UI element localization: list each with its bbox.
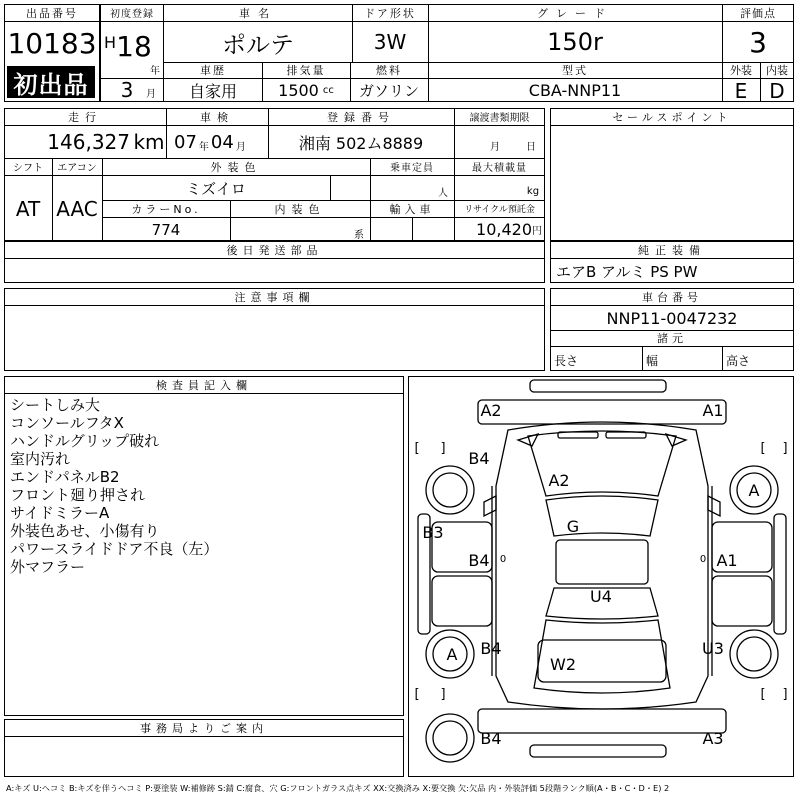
dims-label: 諸元 <box>657 332 687 345</box>
era: H <box>103 32 117 52</box>
note-line: 外マフラー <box>10 558 86 576</box>
note-line: 室内汚れ <box>10 450 71 468</box>
load-label: 最大積載量 <box>472 163 527 174</box>
bracket-close: ] <box>782 686 788 702</box>
mark-hood: A2 <box>548 470 570 490</box>
mark-front-right-wheel: A <box>748 480 760 500</box>
grade-label: グレード <box>537 6 613 20</box>
color-no: 774 <box>151 220 181 239</box>
bracket-close: ] <box>782 440 788 456</box>
mileage-label: 走行 <box>68 110 102 124</box>
inspector-notes <box>10 396 400 576</box>
mark-rear-glass: W2 <box>550 654 576 674</box>
mark-top-left: A2 <box>480 400 502 420</box>
exterior: E <box>734 78 748 103</box>
chassis-label: 車台番号 <box>642 290 702 304</box>
model-code-label: 型式 <box>562 64 588 77</box>
equipment: エアB アルミ PS PW <box>556 262 698 281</box>
score-label: 評価点 <box>740 6 776 20</box>
int-color-unit: 系 <box>354 229 364 241</box>
first-reg-label: 初度登録 <box>110 9 154 20</box>
transfer-day-unit: 日 <box>526 141 536 153</box>
ac: AAC <box>56 196 98 221</box>
year-unit: 年 <box>150 65 160 77</box>
plate: 湘南 502ム8889 <box>298 133 424 153</box>
inspector-label: 検査員記入欄 <box>156 378 252 392</box>
mark-bottom-left: B4 <box>480 728 502 748</box>
mark-left-side: B3 <box>422 522 444 542</box>
note-line: サイドミラーA <box>10 504 110 522</box>
mark-right-door-zero: 0 <box>699 553 707 565</box>
month-unit: 月 <box>146 88 156 100</box>
lot-no: 10183 <box>7 26 97 60</box>
lot-no-label: 出品番号 <box>26 6 78 20</box>
bracket-open: [ <box>760 686 766 702</box>
car-diagram <box>408 376 794 777</box>
plate-label: 登録番号 <box>327 110 395 124</box>
interior-label: 内装 <box>766 64 788 77</box>
note-line: ハンドルグリップ破れ <box>10 432 160 450</box>
reg-year: 18 <box>116 29 152 63</box>
history: 自家用 <box>188 82 237 101</box>
length-label: 長さ <box>554 353 579 368</box>
bracket-open: [ <box>760 440 766 456</box>
mileage: 146,327 <box>47 130 130 154</box>
chassis: NNP11-0047232 <box>606 308 738 328</box>
ext-color: ミズイロ <box>186 179 246 198</box>
reg-month: 3 <box>120 78 134 102</box>
note-line: 外装色あせ、小傷有り <box>10 522 160 540</box>
door-label: ドア形状 <box>364 6 416 20</box>
office-label: 事務局よりご案内 <box>140 721 268 735</box>
inspection-date: 07 年 04 月 <box>174 131 246 153</box>
first-listing-badge: 初出品 <box>7 66 95 98</box>
sales-points-label: セールスポイント <box>612 110 732 124</box>
recycle-label: リサイクル預託金 <box>464 205 535 215</box>
shift-label: シフト <box>13 163 43 174</box>
note-line: フロント廻り押され <box>10 486 146 504</box>
mark-left-door: B4 <box>468 550 490 570</box>
model-code: CBA-NNP11 <box>528 81 622 100</box>
width-label: 幅 <box>646 353 659 368</box>
history-label: 車歴 <box>200 64 226 77</box>
inspection-label: 車検 <box>200 110 234 124</box>
equipment-label: 純正装備 <box>638 243 706 257</box>
fuel-label: 燃料 <box>376 64 402 77</box>
shift: AT <box>15 196 41 221</box>
ext-color-label: 外装色 <box>210 160 262 174</box>
capacity-label: 乗車定員 <box>390 163 434 174</box>
car-name-label: 車名 <box>239 6 277 20</box>
legend: A:キズ U:ヘコミ B:キズを伴うヘコミ P:要塗装 W:補修跡 S:錆 C:腐食、穴 G:フロントガラス点キズ XX:交換済み X:要交換 欠:欠品 内・外装評価 5段階ランク順(A・B・C・D・E) 2 <box>6 782 670 793</box>
note-line: エンドパネルB2 <box>10 468 120 486</box>
displacement: 1500 cc <box>278 81 334 100</box>
later-parts-label: 後日発送部品 <box>226 243 323 257</box>
color-no-label: カラーNo. <box>131 202 201 216</box>
mark-right-door: A1 <box>716 550 738 570</box>
mark-bottom-right: A3 <box>702 728 724 748</box>
ac-label: エアコン <box>57 163 97 174</box>
car-name: ポルテ <box>222 30 294 59</box>
door: 3W <box>373 30 407 54</box>
load-unit: kg <box>526 185 540 197</box>
grade: 150r <box>547 28 603 56</box>
displacement-label: 排気量 <box>286 64 326 77</box>
bracket-close: ] <box>440 440 446 456</box>
mark-center: U4 <box>590 586 612 606</box>
mark-front-left-fender: B4 <box>468 448 490 468</box>
height-label: 高さ <box>726 353 751 368</box>
score: 3 <box>749 25 767 59</box>
capacity-unit: 人 <box>438 187 448 199</box>
mark-top-right: A1 <box>702 400 724 420</box>
recycle: 10,420 円 <box>476 220 542 239</box>
mark-rear-left-fender: B4 <box>480 638 502 658</box>
note-line: パワースライドドア不良（左） <box>10 540 219 558</box>
mark-rear-right-fender: U3 <box>702 638 724 658</box>
sales-points-box <box>550 108 794 241</box>
note-line: コンソールフタX <box>10 414 124 432</box>
fuel: ガソリン <box>358 82 419 100</box>
int-color-label: 内装色 <box>274 202 326 216</box>
transfer-month-unit: 月 <box>490 141 500 153</box>
caution-label: 注意事項欄 <box>234 290 315 304</box>
import-label: 輸入車 <box>389 202 435 216</box>
bracket-open: [ <box>414 440 420 456</box>
exterior-label: 外装 <box>730 64 752 77</box>
bracket-close: ] <box>440 686 446 702</box>
mileage-unit: km <box>133 130 165 154</box>
mark-rear-left-wheel: A <box>446 644 458 664</box>
note-line: シートしみ大 <box>10 396 101 414</box>
bracket-open: [ <box>414 686 420 702</box>
interior: D <box>769 78 785 103</box>
mark-roof: G <box>566 516 580 536</box>
transfer-label: 譲渡書類期限 <box>469 113 530 124</box>
mark-left-door-zero: 0 <box>499 553 507 565</box>
